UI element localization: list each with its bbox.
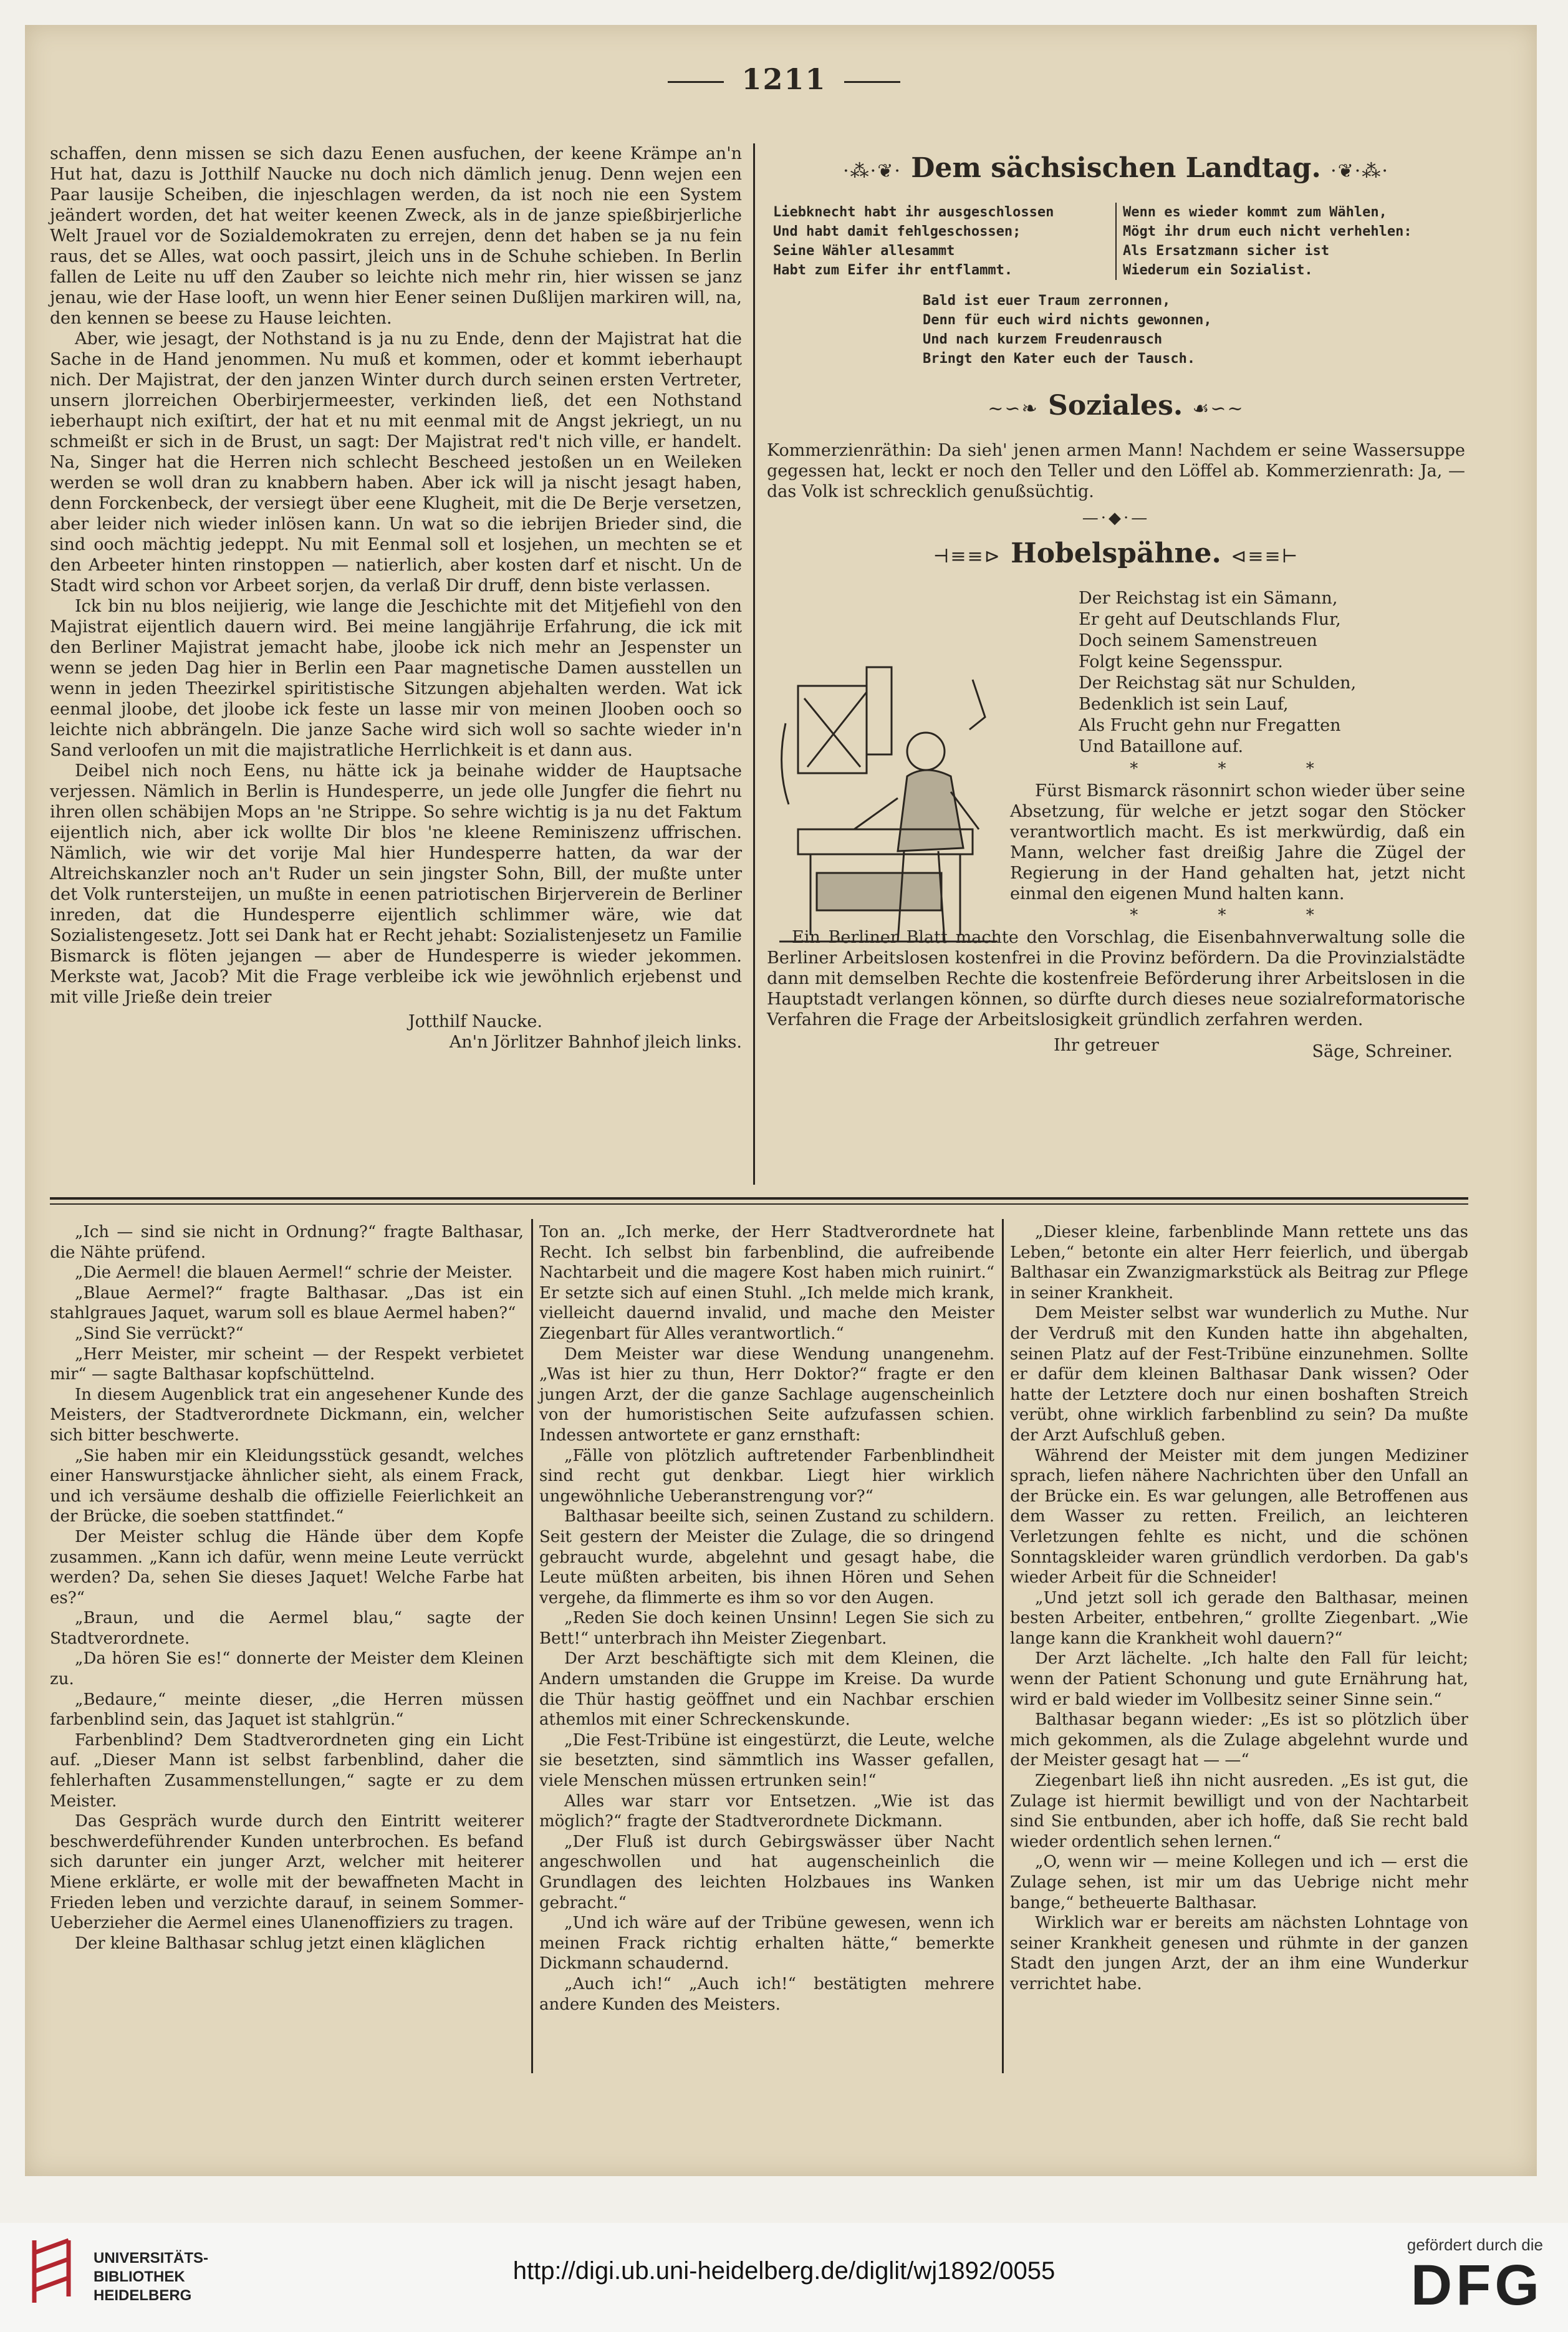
- letter-paragraph: Aber, wie jesagt, der Nothstand is ja nu zu Ende, denn der Majistrat hat die Sache in de Hand jenommen. Nu muß et kommen, oder et kommt ieberhaupt nich. Der Majistrat, der den janzen Winter durch durch seinen ersten Vertreter, unsern jlorreichen Oberbirjermeester, verkinden ließ, det een Nothstand ieberhaupt nich exiſtirt, der hat et nu mit eenmal mit de Angst jekriegt, un nu schmeißt er sich in de Brust, un sagt: Der Majistrat red't nich ville, er handelt. Na, Singer hat die Herren nich schlecht Bescheed jestoßen un en Weileken werden se woll dran zu knabbern haben. Aber ick will ja nischt jesagt haben, denn Forckenbeck, der versiegt über eene Klugheit, mit die De Berje versetzen, aber leider nich wieder inlösen kann. Un wat so die iebrijen Brieder sind, die sind ooch mächtig jedeppt. Nu mit Eenmal soll et losjehen, un mechten se et den Arbeeter hinten rinstoppen — natierlich, aber kosten darf et nischt. Un de Stadt wird schon vor Arbeet sorjen, da verlaß Dir druff, denn biste verlassen.: [50, 329, 742, 595]
- reichstag-verse: [1079, 588, 1465, 758]
- stars-separator: * * *: [1130, 759, 1352, 778]
- ornament-icon: ·❦·⁂·: [1330, 160, 1389, 182]
- library-name: UNIVERSITÄTS- BIBLIOTHEK HEIDELBERG: [94, 2250, 209, 2304]
- letter-paragraph: schaffen, denn missen se sich dazu Eenen ausfuchen, der keene Krämpe an'n Hut hat, dazu is Jotthilf Naucke nu doch nich dämlich jenug. Denn wejen een Paar lausije Scheiben, die injeschlagen werden, da ist noch nie een System jeändert worden, det hat weiter keenen Zweck, als in de janze spießbirjerliche Welt Jrauel vor de Sozialdemokraten zu errejen, denn det haben se ja nu fein raus, det se Alles, wat ooch passirt, jleich uns in de Schuhe schieben. In Berlin fallen de Leite nu uff den Zauber so leichte nich mehr rin, hier wissen se janz jenau, wie der Hase looft, un wenn hier Eener seinen Dußlijen markiren will, na, den kennen se beese zu Hause leichten.: [50, 144, 742, 328]
- stars-separator: * * *: [1130, 906, 1352, 925]
- story-paragraph: „Ich — sind sie nicht in Ordnung?“ fragte Balthasar, die Nähte prüfend.: [50, 1223, 524, 1262]
- dfg-logo: DFG: [1410, 2253, 1543, 2317]
- poem-line: Habt zum Eifer ihr entflammt.: [773, 263, 1013, 278]
- column-divider: [1002, 1219, 1004, 2073]
- letter-paragraph: Deibel nich noch Eens, nu hätte ick ja beinahe widder de Hauptsache verjessen. Nämlich in Berlin is Hundesperre, un jede olle Jungfer die fiehrt nu ihren ollen schäbijen Mops an 'ne Strippe. So sehre wichtig is ja nu det Faktum eijentlich nich, aber ick wollte Dir blos 'ne kleene Reminiszenz uffrischen. Nämlich, wie wir det vorije Mal hier Hundesperre hatten, da war der Altreichskanzler noch an't Ruder un sein jingster Sohn, Bill, der mußte unter det Volk runtersteijen, un mußte in eenen patriotischen Birjerverein de Berliner inreden, dat die Hundesperre eijentlich schlimmer wäre, wie dat Sozialistengesetz. Jott sei Dank hat er Recht jehabt: Sozialistenjesetz un Familie Bismarck is flöten jejangen — aber de Hundesperre is wieder jekommen. Merkste wat, Jacob? Mit die Frage verbleibe ick wie jewöhnlich erjebenst und mit ville Jrieße dein treier: [50, 761, 742, 1007]
- story-paragraph: Wirklich war er bereits am nächsten Lohntage von seiner Krankheit genesen und rühmte in der ganzen Stadt den jungen Arzt, der an ihm eine Wunderkur verrichtet habe.: [1010, 1914, 1468, 1993]
- verse-line: Als Frucht gehn nur Fregatten: [1079, 716, 1341, 735]
- story-paragraph: Farbenblind? Dem Stadtverordneten ging ein Licht auf. „Dieser Mann ist selbst farbenblind, daher die fehlerhaften Zusammenstellungen,“ sagte er zu dem Meister.: [50, 1730, 524, 1811]
- verse-line: Der Reichstag sät nur Schulden,: [1079, 673, 1357, 693]
- ornament-icon: ⊲≡≡⊢: [1231, 546, 1299, 567]
- closing-phrase: Ihr getreuer: [1054, 1036, 1159, 1055]
- carpenter-illustration: [773, 642, 1004, 973]
- landtag-final-stanza: [923, 291, 1465, 369]
- story-paragraph: Während der Meister mit dem jungen Mediziner sprach, liefen nähere Nachrichten über den Unfall an der Brücke ein. Es war gelungen, alle Betroffenen aus dem Wasser zu retten. Freilich, an leichteren Verletzungen fehlte es nicht, und die schönen Sonntagskleider waren gründlich verdorben. Da gab's wieder Arbeit für die Schneider!: [1010, 1446, 1468, 1588]
- landtag-poem: [767, 203, 1465, 280]
- story-paragraph: Alles war starr vor Entsetzen. „Wie ist das möglich?“ fragte der Stadtverordnete Dickmann.: [539, 1791, 994, 1831]
- letter-column: [50, 143, 742, 1053]
- hobelspaehne-heading: ⊣≡≡⊳ Hobelspähne. ⊲≡≡⊢: [933, 537, 1299, 569]
- story-paragraph: „Sind Sie verrückt?“: [75, 1324, 244, 1343]
- story-paragraph: Das Gespräch wurde durch den Eintritt weiterer beschwerdeführender Kunden unterbrochen. Es befand sich darunter ein junger Arzt, welcher mit heiterer Miene erklärte, er wolle mit der bewaffneten Macht in Frieden leben und verzichte darauf, in seinem Sommer-Ueberzieher die Aermel eines Ulanenoffiziers zu tragen.: [50, 1812, 524, 1933]
- story-paragraph: „Braun, und die Aermel blau,“ sagte der Stadtverordnete.: [50, 1609, 524, 1648]
- story-paragraph: „Der Fluß ist durch Gebirgswässer über Nacht angeschwollen und hat augenscheinlich die Grundlagen des leichten Holzbaues ins Wanken gebracht.“: [539, 1832, 994, 1912]
- verse-line: Bedenklich ist sein Lauf,: [1079, 695, 1289, 714]
- poem-line: Wiederum ein Sozialist.: [1123, 263, 1313, 278]
- story-column-3: [1010, 1222, 1468, 1995]
- story-paragraph: Dem Meister war diese Wendung unangenehm. „Was ist hier zu thun, Herr Doktor?“ fragte er den jungen Arzt, der die ganze Sachlage augenscheinlich von der humoristischen Seite aufzufassen schien. Indessen antwortete er ganz ernsthaft:: [539, 1344, 994, 1445]
- story-paragraph: Der Arzt lächelte. „Ich halte den Fall für leicht; wenn der Patient Schonung und gute Ernährung hat, wird er bald wieder im Vollbesitz seiner Sinne sein.“: [1010, 1649, 1468, 1709]
- story-paragraph: „Herr Meister, mir scheint — der Respekt verbietet mir“ — sagte Balthasar kopfschüttelnd.: [50, 1344, 524, 1384]
- story-paragraph: „Auch ich!“ „Auch ich!“ bestätigten mehrere andere Kunden des Meisters.: [539, 1974, 994, 2014]
- ornament-icon: ·⁂·❦·: [843, 160, 902, 182]
- column-divider: [531, 1219, 533, 2073]
- verse-line: Er geht auf Deutschlands Flur,: [1079, 610, 1341, 629]
- section-rule: [50, 1197, 1468, 1200]
- poem-line: Liebknecht habt ihr ausgeschlossen: [773, 205, 1054, 220]
- story-paragraph: Balthasar beeilte sich, seinen Zustand zu schildern. Seit gestern der Meister die Zulage, die so dringend gebraucht wurde, abgelehnt und gesagt habe, die Leute müßten arbeiten, bis ihnen Hören und Sehen vergehe, da flimmerte es ihm so vor den Augen.: [539, 1507, 994, 1607]
- story-paragraph: Ton an. „Ich merke, der Herr Stadtverordnete hat Recht. Ich selbst bin farbenblind, die aufreibende Nachtarbeit und die magere Kost haben mich ruinirt.“ Er setzte sich auf einen Stuhl. „Ich melde mich krank, vielleicht dauernd invalid, und mache den Meister Ziegenbart für Alles verantwortlich.“: [539, 1223, 994, 1343]
- column-divider: [753, 143, 755, 1185]
- story-paragraph: „Und jetzt soll ich gerade den Balthasar, meinen besten Arbeiter, entbehren,“ grollte Ziegenbart. „Wie lange kann die Krankheit wohl dauern?“: [1010, 1588, 1468, 1648]
- poem-line: Seine Wähler allesammt: [773, 243, 955, 259]
- poem-line: Und habt damit fehlgeschossen;: [773, 224, 1021, 239]
- story-paragraph: „Blaue Aermel?“ fragte Balthasar. „Das ist ein stahlgraues Jaquet, warum soll es blaue Aermel haben?“: [50, 1283, 524, 1323]
- story-paragraph: „Und ich wäre auf der Tribüne gewesen, wenn ich meinen Frack richtig erhalten hätte,“ bemerkte Dickmann schaudernd.: [539, 1914, 994, 1973]
- section-rule: [50, 1203, 1468, 1205]
- ornament-icon: ☙∽~: [1192, 398, 1244, 420]
- page-number: 1211: [0, 62, 1568, 96]
- letter-signature: Jotthilf Naucke.: [408, 1012, 542, 1031]
- funding-note: gefördert durch die: [1407, 2235, 1543, 2254]
- story-paragraph: „Da hören Sie es!“ donnerte der Meister dem Kleinen zu.: [50, 1649, 524, 1689]
- story-paragraph: „Bedaure,“ meinte dieser, „die Herren müssen farbenblind sein, das Jaquet ist stahlgrün.“: [50, 1690, 524, 1730]
- story-paragraph: Balthasar begann wieder: „Es ist so plötzlich über mich gekommen, als die Zulage abgelehnt wurde und der Meister gesagt hat — —“: [1010, 1710, 1468, 1770]
- ornament-icon: ~∽❧: [988, 398, 1039, 420]
- story-paragraph: „Fälle von plötzlich auftretender Farbenblindheit sind recht gut denkbar. Liegt hier wirklich ungewöhnliche Ueberanstrengung vor?“: [539, 1446, 994, 1506]
- story-paragraph: Der Meister schlug die Hände über dem Kopfe zusammen. „Kann ich dafür, wenn meine Leute verrückt werden? Da, sehen Sie dieses Jaquet! Welche Farbe hat es?“: [50, 1527, 524, 1607]
- story-paragraph: „Dieser kleine, farbenblinde Mann rettete uns das Leben,“ betonte ein alter Herr feierlich, und übergab Balthasar ein Zwanzigmarkstück als Beitrag zur Pflege in seiner Krankheit.: [1010, 1223, 1468, 1303]
- closing-signature: Säge, Schreiner.: [1312, 1042, 1453, 1061]
- story-paragraph: Dem Meister selbst war wunderlich zu Muthe. Nur der Verdruß mit den Kunden hatte ihn abgehalten, seinen Platz auf der Fest-Tribüne einzunehmen. Sollte er dafür dem kleinen Balthasar Dank wissen? Oder hatte der Letztere doch nur einen boshaften Streich verübt, ohne wirklich farbenblind zu sein? Da mußte der Arzt Aufschluß geben.: [1010, 1304, 1468, 1445]
- story-paragraph: „Reden Sie doch keinen Unsinn! Legen Sie sich zu Bett!“ unterbrach ihn Meister Ziegenbart.: [539, 1609, 994, 1648]
- poem-line: Wenn es wieder kommt zum Wählen,: [1123, 205, 1387, 220]
- story-column-1: [50, 1222, 524, 1954]
- story-paragraph: In diesem Augenblick trat ein angesehener Kunde des Meisters, der Stadtverordnete Dickmann, ein, welcher sich bitter beschwerte.: [50, 1385, 524, 1445]
- bismarck-paragraph: Fürst Bismarck räsonnirt schon wieder über seine Absetzung, für welche er jetzt sogar den Stöcker verantwortlich macht. Es ist merkwürdig, daß ein Mann, welcher fast dreißig Jahre die Zügel der Regierung in der Hand gehalten hat, jetzt nicht einmal den eigenen Mund halten kann.: [1010, 781, 1465, 903]
- verse-line: Und Bataillone auf.: [1079, 737, 1244, 756]
- verse-line: Der Reichstag ist ein Sämann,: [1079, 589, 1338, 608]
- permalink[interactable]: http://digi.ub.uni-heidelberg.de/diglit/wj1892/0055: [512, 2257, 1056, 2285]
- story-paragraph: „Sie haben mir ein Kleidungsstück gesandt, welches einer Hanswurstjacke ähnlicher sieht, als einem Frack, und ich versäume deshalb die offizielle Feierlichkeit an der Brücke, die soeben stattfindet.“: [50, 1446, 524, 1526]
- letter-address: An'n Jörlitzer Bahnhof jleich links.: [449, 1033, 742, 1052]
- verse-line: Folgt keine Segensspur.: [1079, 652, 1283, 672]
- soziales-text: Kommerzienräthin: Da sieh' jenen armen Mann! Nachdem er seine Wassersuppe gegessen hat, leckt er noch den Teller und den Löffel ab. Kommerzienrath: Ja, — das Volk ist schrecklich genußsüchtig.: [767, 441, 1465, 501]
- section-separator: —·◆·—: [1082, 509, 1150, 528]
- poem-line: Denn für euch wird nichts gewonnen,: [923, 312, 1212, 328]
- closing-block: [767, 1035, 1465, 1062]
- poem-line: Als Ersatzmann sicher ist: [1123, 243, 1330, 259]
- story-column-2: [539, 1222, 994, 2015]
- eisenbahn-paragraph: Ein Berliner Blatt machte den Vorschlag, die Eisenbahnverwaltung solle die Berliner Arbeitslosen kostenfrei in die Provinz befördern. Da die Provinzialstädte dann mit demselben Rechte die kostenfreie Beförderung ihrer Arbeitslosen in die Hauptstadt verlangen können, so dürfte durch dieses neue sozialreformatorische Verfahren die Frage der Arbeitslosigkeit gründlich zerfahren werden.: [767, 928, 1465, 1029]
- digitization-footer: [0, 2223, 1568, 2332]
- ornament-icon: ⊣≡≡⊳: [933, 546, 1001, 567]
- story-paragraph: „Die Fest-Tribüne ist eingestürzt, die Leute, welche sie besetzten, sind sämmtlich ins Wasser gefallen, viele Menschen müssen ertrunken sein!“: [539, 1730, 994, 1791]
- poem-line: Mögt ihr drum euch nicht verhehlen:: [1123, 224, 1412, 239]
- poem-line: Bald ist euer Traum zerronnen,: [923, 293, 1171, 309]
- story-paragraph: Der kleine Balthasar schlug jetzt einen kläglichen: [75, 1934, 486, 1953]
- soziales-heading: ~∽❧ Soziales. ☙∽~: [988, 390, 1244, 422]
- landtag-heading: ·⁂·❦· Dem sächsischen Landtag. ·❦·⁂·: [843, 152, 1389, 184]
- letter-paragraph: Ick bin nu blos neijierig, wie lange die Jeschichte mit det Mitjefiehl von den Majistrat eijentlich dauern wird. Bei meine langjährije Erfahrung, die ick mit den Berliner Majistrat jemacht habe, jloobe ick nich mehr an Jespenster un wenn se jeden Dag hier in Berlin een Paar magnetische Damen ausstellen un wenn in jeden Theezirkel spiritistische Sitzungen abjehalten werden. Wat ick eenmal jloobe, det jloobe ick feste un lasse mir von meinen Jlooben ooch so leichte nich abbrängeln. Die janze Sache wird sich woll so sachte wieder in'n Sand verloofen un mit die majistratliche Herrlichkeit is et dann aus.: [50, 597, 742, 760]
- verse-line: Doch seinem Samenstreuen: [1079, 631, 1317, 650]
- story-paragraph: Ziegenbart ließ ihn nicht ausreden. „Es ist gut, die Zulage ist hiermit bewilligt und von der Nachtarbeit sind Sie entbunden, aber ich hoffe, daß Sie recht bald wieder ordentlich sehen lernen.“: [1010, 1771, 1468, 1851]
- story-paragraph: „Die Aermel! die blauen Aermel!“ schrie der Meister.: [75, 1263, 513, 1283]
- story-paragraph: „O, wenn wir — meine Kollegen und ich — erst die Zulage sehen, ist mir um das Uebrige nicht mehr bange,“ betheuerte Balthasar.: [1010, 1853, 1468, 1912]
- story-paragraph: Der Arzt beschäftigte sich mit dem Kleinen, die Andern umstanden die Gruppe im Kreise. Da wurde die Thür hastig geöffnet und ein Nachbar erschien athemlos mit einer Schreckenskunde.: [539, 1649, 994, 1730]
- poem-line: Und nach kurzem Freudenrausch: [923, 332, 1163, 347]
- poem-line: Bringt den Kater euch der Tausch.: [923, 351, 1196, 367]
